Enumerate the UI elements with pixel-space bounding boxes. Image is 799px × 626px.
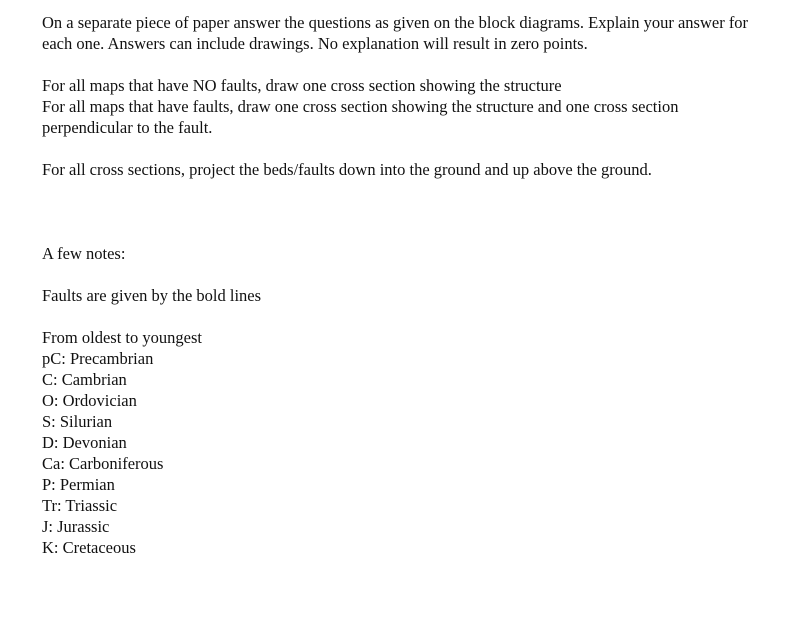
period-item: S: Silurian [42,412,113,431]
no-faults-instruction: For all maps that have NO faults, draw one cross section showing the structure [42,76,562,95]
period-item: Ca: Carboniferous [42,454,164,473]
notes-heading: A few notes: [42,244,126,263]
period-item: pC: Precambrian [42,349,154,368]
faults-note: Faults are given by the bold lines [42,286,262,305]
period-item: D: Devonian [42,433,127,452]
period-item: J: Jurassic [42,517,110,536]
blank-space [42,180,772,243]
period-item: O: Ordovician [42,391,137,410]
period-item: P: Permian [42,475,115,494]
period-item: C: Cambrian [42,370,127,389]
cross-section-requirements [42,75,772,138]
document-page [42,12,772,558]
geologic-period-legend [42,327,772,558]
period-item: K: Cretaceous [42,538,136,557]
period-order-heading: From oldest to youngest [42,328,202,347]
period-item: Tr: Triassic [42,496,118,515]
period-list [42,348,772,558]
projection-instruction: For all cross sections, project the beds/faults down into the ground and up above the ground. [42,160,652,179]
faults-instruction: For all maps that have faults, draw one cross section showing the structure and one cross section perpendicular to the fault. [42,97,679,137]
intro-paragraph: On a separate piece of paper answer the questions as given on the block diagrams. Explain your answer for each one. Answers can include drawings. No explanation will result in zero points. [42,13,749,53]
